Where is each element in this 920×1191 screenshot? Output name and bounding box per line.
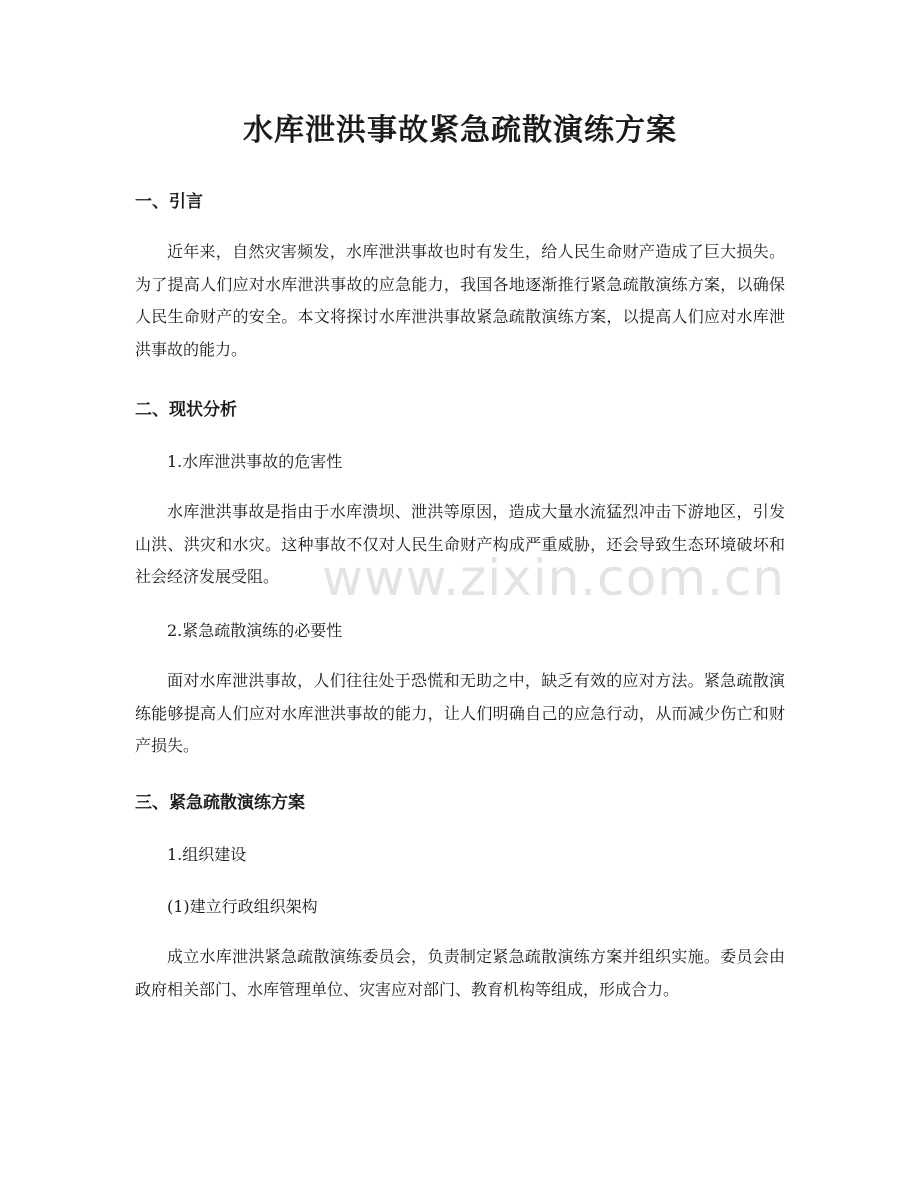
- analysis-subheading-1: 1.水库泄洪事故的危害性: [167, 452, 343, 471]
- section-heading-intro: 一、引言: [135, 192, 203, 212]
- intro-paragraph: 近年来，自然灾害频发，水库泄洪事故也时有发生，给人民生命财产造成了巨大损失。为了提高人们应对水库泄洪事故的应急能力，我国各地逐渐推行紧急疏散演练方案，以确保人民生命财产的安全。本文将探讨水库泄洪事故紧急疏散演练方案，以提高人们应对水库泄洪事故的能力。: [135, 242, 785, 359]
- watermark-text: www.zixin.com.cn: [322, 549, 786, 607]
- plan-subheading-1a: (1)建立行政组织架构: [167, 897, 318, 916]
- plan-paragraph-1: 成立水库泄洪紧急疏散演练委员会，负责制定紧急疏散演练方案并组织实施。委员会由政府相关部门、水库管理单位、灾害应对部门、教育机构等组成，形成合力。: [135, 947, 785, 999]
- plan-subheading-1: 1.组织建设: [167, 845, 247, 864]
- analysis-paragraph-2: 面对水库泄洪事故，人们往往处于恐慌和无助之中，缺乏有效的应对方法。紧急疏散演练能够提高人们应对水库泄洪事故的能力，让人们明确自己的应急行动，从而减少伤亡和财产损失。: [135, 671, 785, 755]
- document-title: 水库泄洪事故紧急疏散演练方案: [243, 113, 677, 148]
- section-heading-plan: 三、紧急疏散演练方案: [135, 793, 305, 813]
- analysis-subheading-2: 2.紧急疏散演练的必要性: [167, 621, 343, 640]
- section-heading-analysis: 二、现状分析: [135, 400, 237, 420]
- analysis-paragraph-1: 水库泄洪事故是指由于水库溃坝、泄洪等原因，造成大量水流猛烈冲击下游地区，引发山洪、洪灾和水灾。这种事故不仅对人民生命财产构成严重威胁，还会导致生态环境破坏和社会经济发展受阻。: [135, 502, 785, 586]
